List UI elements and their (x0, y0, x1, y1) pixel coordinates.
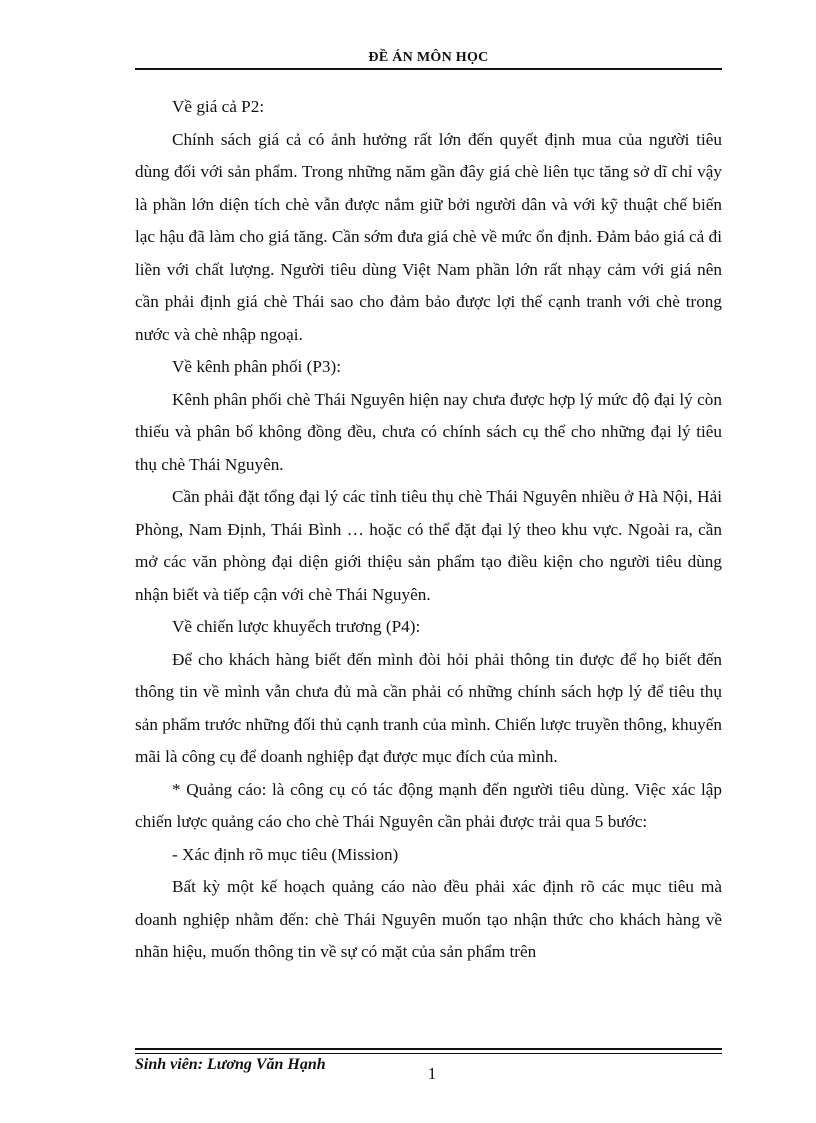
footer-author: Sinh viên: Lương Văn Hạnh (135, 1056, 326, 1073)
paragraph-mission-step: - Xác định rõ mục tiêu (Mission) (172, 844, 399, 864)
paragraph-promotion-policy: Để cho khách hàng biết đến mình đòi hỏi phải thông tin được để họ biết đến thông tin về mình vẫn chưa đủ mà cần phải có những chính sách hợp lý để tiêu thụ sản phẩm trước những đối thủ cạnh tranh của mình. Chiến lược truyền thông, khuyến mãi là công cụ để doanh nghiệp đạt được mục đích của mình. (135, 649, 722, 766)
paragraph-promotion-heading: Về chiến lược khuyếch trương (P4): (172, 617, 421, 636)
paragraph-advertising: * Quảng cáo: là công cụ có tác động mạnh đến người tiêu dùng. Việc xác lập chiến lược quảng cáo cho chè Thái Nguyên cần phải được trải qua 5 bước: (135, 779, 722, 831)
paragraph-price-policy: Chính sách giá cả có ảnh hưởng rất lớn đến quyết định mua của người tiêu dùng đối với sản phẩm. Trong những năm gần đây giá chè liên tục tăng sở dĩ chỉ vậy là phần lớn diện tích chè vẫn được nắm giữ bởi người dân và với kỹ thuật chế biến lạc hậu đã làm cho giá tăng. Cần sớm đưa giá chè về mức ổn định. Đảm bảo giá cả đi liền với chất lượng. Người tiêu dùng Việt Nam phần lớn rất nhạy cảm với giá nên cần phải định giá chè Thái sao cho đảm bảo được lợi thế cạnh tranh với chè trong nước và chè nhập ngoại. (135, 129, 722, 344)
document-body (135, 91, 722, 969)
footer-divider-thin (135, 1053, 722, 1054)
footer-divider-thick (135, 1048, 722, 1050)
paragraph-distribution-plan: Cần phải đặt tổng đại lý các tỉnh tiêu thụ chè Thái Nguyên nhiều ở Hà Nội, Hải Phòng, Nam Định, Thái Bình … hoặc có thể đặt đại lý theo khu vực. Ngoài ra, cần mở các văn phòng đại diện giới thiệu sản phẩm tạo điều kiện cho người tiêu dùng nhận biết và tiếp cận với chè Thái Nguyên. (135, 487, 722, 604)
paragraph-mission-detail: Bất kỳ một kế hoạch quảng cáo nào đều phải xác định rõ các mục tiêu mà doanh nghiệp nhằm đến: chè Thái Nguyên muốn tạo nhận thức cho khách hàng về nhãn hiệu, muốn thông tin về sự có mặt của sản phẩm trên (135, 877, 722, 961)
paragraph-price-heading: Về giá cả P2: (172, 97, 265, 116)
header-divider (135, 68, 722, 70)
paragraph-distribution-current: Kênh phân phối chè Thái Nguyên hiện nay chưa được hợp lý mức độ đại lý còn thiếu và phân bố không đồng đều, chưa có chính sách cụ thể cho những đại lý tiêu thụ chè Thái Nguyên. (135, 389, 722, 474)
page-number: 1 (427, 1064, 437, 1083)
page-header-title: ĐỀ ÁN MÔN HỌC (368, 50, 489, 65)
paragraph-distribution-heading: Về kênh phân phối (P3): (172, 357, 341, 376)
